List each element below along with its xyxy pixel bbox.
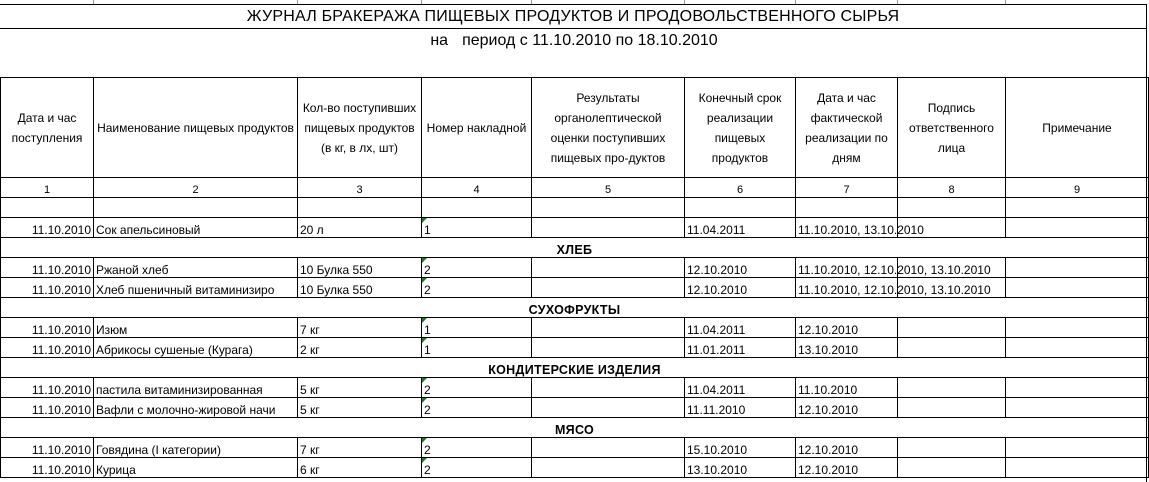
period-prefix: на: [430, 31, 449, 49]
note-cell[interactable]: [1006, 338, 1149, 358]
product-name-cell[interactable]: Вафли с молочно-жировой начи: [94, 398, 298, 418]
empty-cell[interactable]: [94, 198, 298, 218]
quantity-cell[interactable]: 20 л: [298, 218, 422, 238]
deadline-cell[interactable]: 11.11.2010: [685, 398, 796, 418]
evaluation-cell[interactable]: [532, 278, 685, 298]
quantity-cell[interactable]: 2 кг: [298, 338, 422, 358]
invoice-cell[interactable]: 2: [422, 398, 532, 418]
note-cell[interactable]: [1006, 438, 1149, 458]
period-line[interactable]: [0, 28, 1148, 53]
header-cell[interactable]: Наименование пищевых продуктов: [94, 78, 298, 178]
actual-dates-cell[interactable]: 12.10.2010: [796, 438, 898, 458]
actual-dates-cell[interactable]: 11.10.2010, 12.10.2010, 13.10.2010: [796, 258, 898, 278]
actual-dates-cell[interactable]: 12.10.2010: [796, 458, 898, 478]
quantity-cell[interactable]: 6 кг: [298, 458, 422, 478]
invoice-cell[interactable]: 2: [422, 458, 532, 478]
deadline-cell[interactable]: 11.04.2011: [685, 318, 796, 338]
header-row: [1, 78, 1149, 178]
deadline-cell[interactable]: 11.04.2011: [685, 378, 796, 398]
quantity-cell[interactable]: 5 кг: [298, 378, 422, 398]
table-row: [1, 318, 1149, 338]
table-row: [1, 278, 1149, 298]
empty-cell[interactable]: [1, 198, 94, 218]
date-cell[interactable]: 11.10.2010: [1, 338, 94, 358]
header-cell[interactable]: Номер накладной: [422, 78, 532, 178]
product-name-cell[interactable]: Хлеб пшеничный витаминизиро: [94, 278, 298, 298]
column-number[interactable]: 3: [298, 178, 422, 198]
section-title[interactable]: СУХОФРУКТЫ: [1, 298, 1149, 318]
section-title[interactable]: КОНДИТЕРСКИЕ ИЗДЕЛИЯ: [1, 358, 1149, 378]
section-title[interactable]: ХЛЕБ: [1, 238, 1149, 258]
actual-dates-cell[interactable]: 12.10.2010: [796, 318, 898, 338]
signature-cell[interactable]: [898, 278, 1006, 298]
quantity-cell[interactable]: 5 кг: [298, 398, 422, 418]
date-cell[interactable]: 11.10.2010: [1, 378, 94, 398]
product-name-cell[interactable]: Говядина (I категории): [94, 438, 298, 458]
actual-dates-cell[interactable]: 12.10.2010: [796, 398, 898, 418]
table-row: [1, 258, 1149, 278]
date-cell[interactable]: 11.10.2010: [1, 458, 94, 478]
empty-cell[interactable]: [796, 198, 898, 218]
table-row: [1, 378, 1149, 398]
deadline-cell[interactable]: 15.10.2010: [685, 438, 796, 458]
deadline-cell[interactable]: 13.10.2010: [685, 458, 796, 478]
period-text: период с 11.10.2010 по 18.10.2010: [462, 31, 718, 49]
note-cell[interactable]: [1006, 458, 1149, 478]
table-row: [1, 458, 1149, 478]
quantity-cell[interactable]: 7 кг: [298, 438, 422, 458]
signature-cell[interactable]: [898, 218, 1006, 238]
column-number[interactable]: 6: [685, 178, 796, 198]
product-name-cell[interactable]: Изюм: [94, 318, 298, 338]
signature-cell[interactable]: [898, 258, 1006, 278]
actual-dates-cell[interactable]: 11.10.2010: [796, 378, 898, 398]
blank-row: [1, 198, 1149, 218]
journal-table: [0, 77, 1149, 478]
journal-title[interactable]: [0, 4, 1147, 29]
signature-cell[interactable]: [898, 458, 1006, 478]
empty-cell[interactable]: [685, 198, 796, 218]
sheet-right-border: [1146, 4, 1147, 482]
section-title[interactable]: МЯСО: [1, 418, 1149, 438]
invoice-cell[interactable]: 1: [422, 318, 532, 338]
note-cell[interactable]: [1006, 398, 1149, 418]
evaluation-cell[interactable]: [532, 318, 685, 338]
date-cell[interactable]: 11.10.2010: [1, 278, 94, 298]
quantity-cell[interactable]: 10 Булка 550: [298, 258, 422, 278]
header-cell[interactable]: Дата и час поступления: [1, 78, 94, 178]
invoice-cell[interactable]: 2: [422, 258, 532, 278]
note-cell[interactable]: [1006, 258, 1149, 278]
journal-title-text: ЖУРНАЛ БРАКЕРАЖА ПИЩЕВЫХ ПРОДУКТОВ И ПРОДОВОЛЬСТВЕННОГО СЫРЬЯ: [246, 7, 900, 25]
header-cell[interactable]: Подпись ответственного лица: [898, 78, 1006, 178]
empty-cell[interactable]: [1006, 198, 1149, 218]
evaluation-cell[interactable]: [532, 378, 685, 398]
section-row: [1, 238, 1149, 258]
evaluation-cell[interactable]: [532, 218, 685, 238]
product-name-cell[interactable]: пастила витаминизированная: [94, 378, 298, 398]
empty-cell[interactable]: [532, 198, 685, 218]
section-row: [1, 298, 1149, 318]
quantity-cell[interactable]: 10 Булка 550: [298, 278, 422, 298]
product-name-cell[interactable]: Курица: [94, 458, 298, 478]
invoice-cell[interactable]: 2: [422, 438, 532, 458]
product-name-cell[interactable]: Ржаной хлеб: [94, 258, 298, 278]
invoice-cell[interactable]: 2: [422, 378, 532, 398]
table-row: [1, 438, 1149, 458]
evaluation-cell[interactable]: [532, 398, 685, 418]
header-cell[interactable]: Результаты органолептической оценки поступивших пищевых про-дуктов: [532, 78, 685, 178]
signature-cell[interactable]: [898, 438, 1006, 458]
table-row: [1, 338, 1149, 358]
invoice-cell[interactable]: 1: [422, 338, 532, 358]
header-cell[interactable]: Конечный срок реализации пищевых продуктов: [685, 78, 796, 178]
note-cell[interactable]: [1006, 218, 1149, 238]
header-cell[interactable]: Кол-во поступивших пищевых продуктов (в кг, в лх, шт): [298, 78, 422, 178]
column-number-row: [1, 178, 1149, 198]
invoice-cell[interactable]: 1: [422, 218, 532, 238]
column-number[interactable]: 7: [796, 178, 898, 198]
deadline-cell[interactable]: 12.10.2010: [685, 278, 796, 298]
deadline-cell[interactable]: 11.04.2011: [685, 218, 796, 238]
product-name-cell[interactable]: Абрикосы сушеные (Курага): [94, 338, 298, 358]
signature-cell[interactable]: [898, 398, 1006, 418]
evaluation-cell[interactable]: [532, 458, 685, 478]
product-name-cell[interactable]: Сок апельсиновый: [94, 218, 298, 238]
header-cell[interactable]: Дата и час фактической реализации по дням: [796, 78, 898, 178]
signature-cell[interactable]: [898, 378, 1006, 398]
column-number[interactable]: 8: [898, 178, 1006, 198]
actual-dates-cell[interactable]: 13.10.2010: [796, 338, 898, 358]
note-cell[interactable]: [1006, 378, 1149, 398]
actual-dates-cell[interactable]: 11.10.2010, 13.10.2010: [796, 218, 898, 238]
actual-dates-cell[interactable]: 11.10.2010, 12.10.2010, 13.10.2010: [796, 278, 898, 298]
deadline-cell[interactable]: 11.01.2011: [685, 338, 796, 358]
column-number[interactable]: 9: [1006, 178, 1149, 198]
empty-cell[interactable]: [898, 198, 1006, 218]
evaluation-cell[interactable]: [532, 438, 685, 458]
note-cell[interactable]: [1006, 278, 1149, 298]
note-cell[interactable]: [1006, 318, 1149, 338]
date-cell[interactable]: 11.10.2010: [1, 318, 94, 338]
section-row: [1, 358, 1149, 378]
section-row: [1, 418, 1149, 438]
header-cell[interactable]: Примечание: [1006, 78, 1149, 178]
empty-cell[interactable]: [422, 198, 532, 218]
column-number[interactable]: 5: [532, 178, 685, 198]
deadline-cell[interactable]: 12.10.2010: [685, 258, 796, 278]
signature-cell[interactable]: [898, 338, 1006, 358]
signature-cell[interactable]: [898, 318, 1006, 338]
date-cell[interactable]: 11.10.2010: [1, 258, 94, 278]
table-row: [1, 398, 1149, 418]
column-number[interactable]: 1: [1, 178, 94, 198]
date-cell[interactable]: 11.10.2010: [1, 398, 94, 418]
empty-cell[interactable]: [298, 198, 422, 218]
quantity-cell[interactable]: 7 кг: [298, 318, 422, 338]
date-cell[interactable]: 11.10.2010: [1, 218, 94, 238]
invoice-cell[interactable]: 2: [422, 278, 532, 298]
column-number[interactable]: 4: [422, 178, 532, 198]
table-row: [1, 218, 1149, 238]
column-number[interactable]: 2: [94, 178, 298, 198]
evaluation-cell[interactable]: [532, 338, 685, 358]
date-cell[interactable]: 11.10.2010: [1, 438, 94, 458]
evaluation-cell[interactable]: [532, 258, 685, 278]
